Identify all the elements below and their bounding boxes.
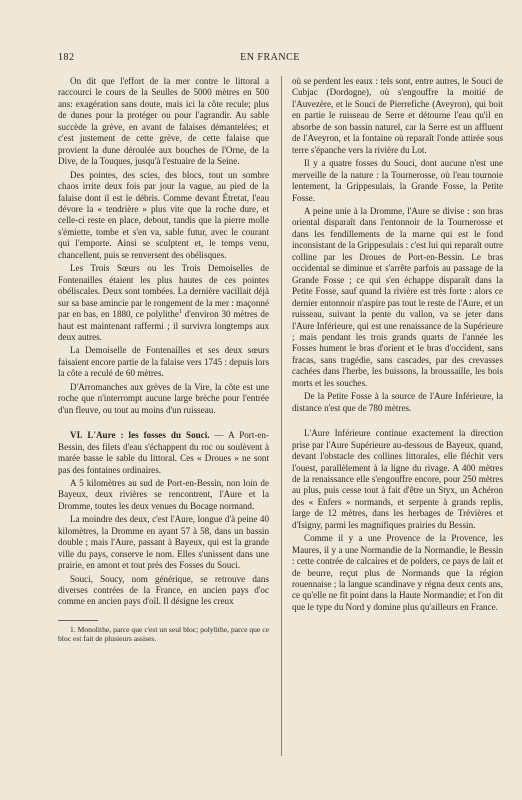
- paragraph: où se perdent les eaux : tels sont, entre autres, le Souci de Cubjac (Dordogne), où s'engouffre la moitié de l'Auvezère, et le Souci de Pierrefiche (Aveyron), qui boit en partie le ruisseau de Serre et détourne l'eau qu'il en absorbe de son bassin naturel, car la Serre est un affluent de l'Aveyron, et la fontaine où reparaît l'onde attirée sous terre s'épanche vers la rivière du Lot.: [292, 76, 503, 155]
- page-number: 182: [58, 52, 75, 63]
- paragraph: L'Aure Inférieure continue exactement la direction prise par l'Aure Supérieure au-dessous de Bayeux, quand, devant l'obstacle des collines littorales, elle fléchit vers l'ouest, parallèlement à la ligne du rivage. A 400 mètres de la renaissance elle s'engouffre encore, pour 250 mètres au plus, puis cesse tout à fait d'être un Styx, un Achéron des « Enfers » normands, et serpente à grands replis, large de 12 mètres, dans les herbages de Trévières et d'Isigny, parmi les magnifiques prairies du Bessin.: [292, 428, 503, 530]
- column-divider: [281, 76, 282, 756]
- section-paragraph: VI. L'Aure : les fosses du Souci. — A Port-en-Bessin, des filets d'eau s'échappent du roc ou soulèvent à marée basse le sable du littoral. Ces « Droues » ne sont pas des fontaines ordinaires.: [58, 430, 269, 475]
- footnote-marker: 1: [178, 309, 182, 316]
- paragraph: On dit que l'effort de la mer contre le littoral a raccourci le cours de la Seulles de 5000 mètres en 500 ans: exagération sans doute, mais ici la côte recule; plus de dunes pour la protéger ou pour l'agrandir. Au sable succède la grève, en avant de falaises démantelées; et c'est justement de cette grève, de cette falaise que provient la dune déroulée aux bouches de l'Orne, de la Dive, de la Touques, jusqu'à l'estuaire de la Seine.: [58, 76, 269, 167]
- paragraph: Comme il y a une Provence de la Provence, les Maures, il y a une Normandie de la Normandie, le Bessin : cette contrée de calcaires et de polders, ce pays de lait et de beurre, reçut plus de Normands que la région rouennaise ; la langue scandinave y régna deux cents ans, ce qu'elle ne fit point dans la Haute Normandie; et l'on dit que le type du Nord y domine plus qu'ailleurs en France.: [292, 533, 503, 612]
- left-column: [58, 76, 269, 643]
- paragraph: Il y a quatre fosses du Souci, dont aucune n'est une merveille de la nature : la Tournerosse, où l'eau tournoie lentement, la Grippesulais, la Grande Fosse, la Petite Fosse.: [292, 158, 503, 203]
- paragraph: Les Trois Sœurs ou les Trois Demoiselles de Fontenailles étaient les plus hautes de ces pointes obéliscales. Deux sont tombées. La dernière vacillait déjà sur sa base amincie par le rongement de la mer : maçonné par en bas, en 1880, ce polylithe$^1$ d'environ 30 mètres de haut est maintenant raffermi ; il survivra longtemps aux deux autres.: [58, 263, 269, 342]
- footnote-divider: [58, 620, 98, 621]
- paragraph: A peine unie à la Dromme, l'Aure se divise : son bras oriental disparaît dans l'entonnoir de la Tournerosse et dans les fendillements de la marne qui est le fond inconsistant de la Grippesulais : c'est lui qui reparaît outre colline par les Droues de Port-en-Bessin. Le bras occidental se diminue et s'arrête parfois au passage de la Grande Fosse ; ce qui s'en échappe disparaît dans la Petite Fosse, sauf quand la rivière est très forte : alors ce dernier entonnoir n'aspire pas tout le reste de l'Aure, et un ruisseau, suivant la pente du vallon, va se jeter dans l'Aure Inférieure, qui est une renaissance de la Supérieure ; mais pendant les trois grands quarts de l'année les Fosses hument le bras d'orient et le bras d'occident, sans fracas, sans tragédie, sans cascades, par des crevasses cachées dans l'herbe, les buissons, la broussaille, les bois morts et les souches.: [292, 205, 503, 388]
- section-heading: VI. L'Aure : les fosses du Souci.: [70, 430, 210, 441]
- paragraph: De la Petite Fosse à la source de l'Aure Inférieure, la distance n'est que de 780 mètres.: [292, 391, 503, 413]
- paragraph: Souci, Soucy, nom générique, se retrouve dans diverses contrées de la France, en ancien pays d'oc comme en ancien pays d'oïl. Il désigne les creux: [58, 573, 269, 607]
- paragraph: La Demoiselle de Fontenailles et ses deux sœurs faisaient encore partie de la falaise vers 1745 : depuis lors la côte a reculé de 60 mètres.: [58, 345, 269, 379]
- right-column: [292, 76, 503, 613]
- paragraph: La moindre des deux, c'est l'Aure, longue d'à peine 40 kilomètres, la Dromme en ayant 57 à 58, dans un bassin double ; mais l'Aure, passant à Bayeux, qui est la grande ville du pays, conserve le nom. Elles s'unissent dans une prairie, en amont et tout près des Fosses du Souci.: [58, 514, 269, 571]
- paragraph: Des pointes, des scies, des blocs, tout un sombre chaos irrite deux fois par jour la vague, au pied de la falaise dont il est le débris. Comme devant Étretat, l'eau dévore la « tendrière » plus vite que la roche dure, et celle-ci reste en place, debout, tandis que la pierre molle s'émiette, tombe et s'en va, sable futur, avec le courant qui l'emporte. Ainsi se sculptent et, le temps venu, chancellent, puis se renversent des obélisques.: [58, 169, 269, 260]
- paragraph: D'Arromanches aux grèves de la Vire, la côte est une roche que n'interrompt aucune large brèche pour l'entrée d'un fleuve, ou tout au moins d'un ruisseau.: [58, 381, 269, 415]
- footnote: 1. Monolithe, parce que c'est un seul bloc; polylithe, parce que ce bloc est fait de plusieurs assises.: [58, 624, 269, 643]
- page-header: [58, 52, 482, 66]
- paragraph: A 5 kilomètres au sud de Port-en-Bessin, non loin de Bayeux, deux rivières se rencontrent, l'Aure et la Dromme, toutes les deux venues du Bocage normand.: [58, 477, 269, 511]
- running-title: EN FRANCE: [240, 52, 300, 63]
